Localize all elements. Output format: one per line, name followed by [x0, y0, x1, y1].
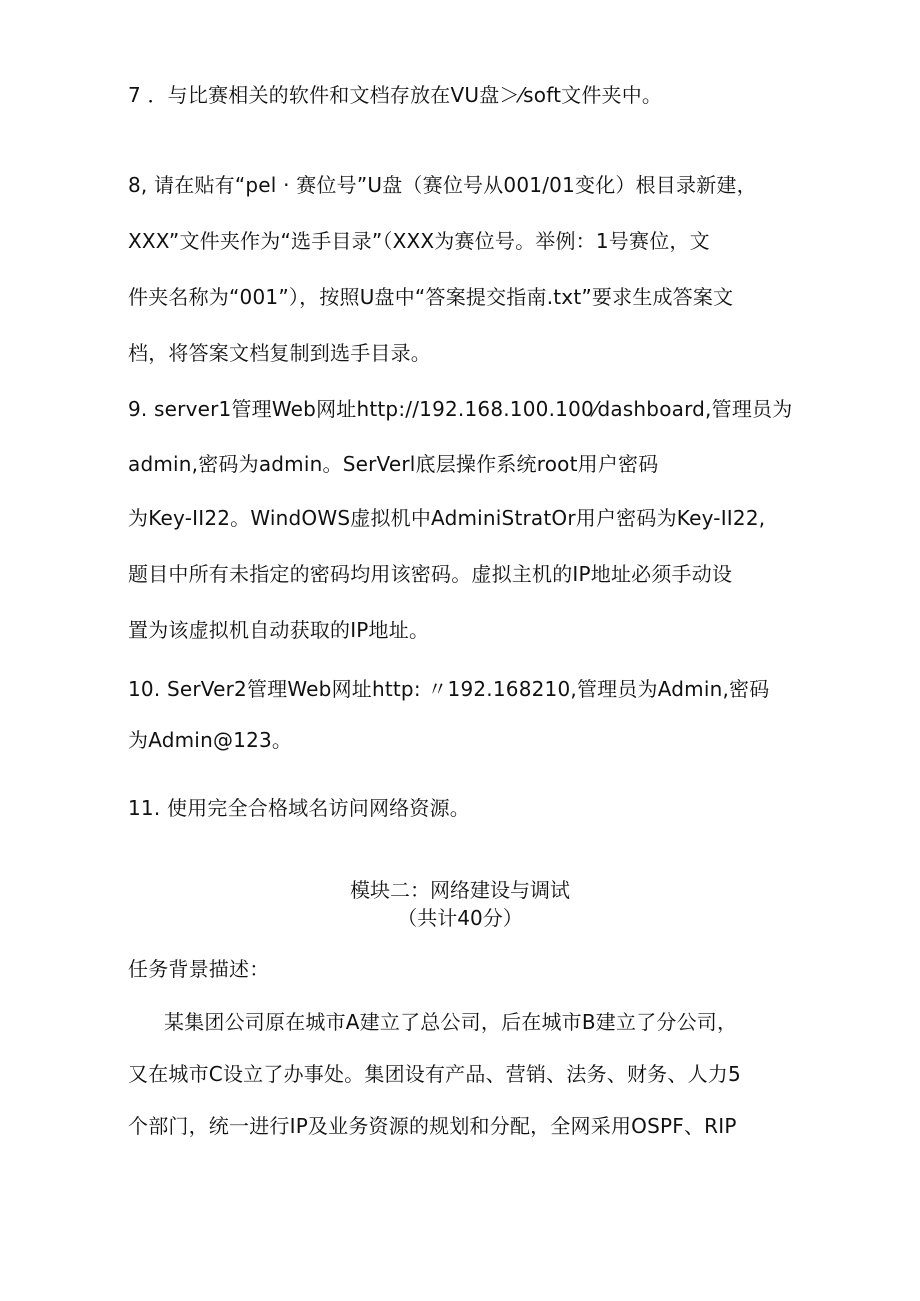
paragraph-line: 为Key-II22。WindOWS虚拟机中AdminiStratOr用户密码为Key-II22, [128, 506, 766, 530]
background-line: 某集团公司原在城市A建立了总公司，后在城市B建立了分公司， [164, 1010, 738, 1034]
paragraph-line: 件夹名称为“001”），按照U盘中“答案提交指南.txt”要求生成答案文 [128, 285, 734, 309]
background-line: 又在城市C设立了办事处。集团设有产品、营销、法务、财务、人力5 [128, 1062, 741, 1086]
module-points: （共计40分） [397, 906, 523, 930]
paragraph-line: 档，将答案文档复制到选手目录。 [128, 341, 431, 365]
paragraph-line: 7 ．与比赛相关的软件和文档存放在VU盘＞⁄soft文件夹中。 [128, 83, 663, 107]
paragraph-line: 11. 使用完全合格域名访问网络资源。 [128, 796, 470, 820]
paragraph-line: XXX”文件夹作为“选手目录”（XXX为赛位号。举例：1号赛位，文 [128, 229, 710, 253]
background-line: 个部门，统一进行IP及业务资源的规划和分配，全网采用OSPF、RIP [128, 1114, 737, 1138]
paragraph-line: admin,密码为admin。SerVerl底层操作系统root用户密码 [128, 452, 659, 476]
paragraph-line: 8, 请在贴有“pel · 赛位号”U盘（赛位号从001/01变化）根目录新建， [128, 173, 757, 197]
paragraph-line: 置为该虚拟机自动获取的IP地址。 [128, 618, 430, 642]
section-heading: 任务背景描述： [128, 957, 270, 981]
paragraph-line: 为Admin@123。 [128, 728, 293, 752]
paragraph-line: 9. server1管理Web网址http://192.168.100.100⁄dashboard,管理员为 [128, 397, 793, 421]
module-title: 模块二：网络建设与调试 [350, 878, 570, 902]
paragraph-line: 10. SerVer2管理Web网址http: 〃192.168210,管理员为Admin,密码 [128, 677, 770, 701]
paragraph-line: 题目中所有未指定的密码均用该密码。虚拟主机的IP地址必须手动设 [128, 562, 733, 586]
